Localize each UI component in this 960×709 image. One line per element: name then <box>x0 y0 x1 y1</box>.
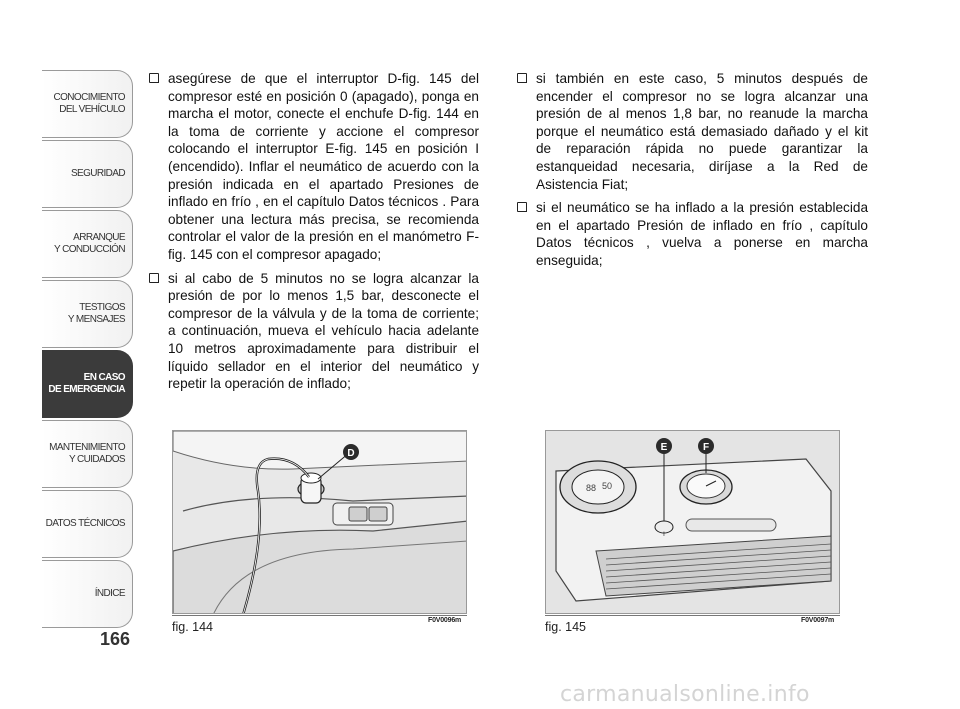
figure-145-compressor <box>545 430 840 614</box>
page-number: 166 <box>100 629 131 649</box>
checkbox-bullet-icon <box>517 202 527 212</box>
right-text-column <box>513 70 868 276</box>
figure-144-rule <box>172 615 467 616</box>
switch-position-label: I <box>663 532 665 538</box>
figure-145-caption: fig. 145 <box>545 620 587 634</box>
tab-testigos-mensajes[interactable]: TESTIGOS Y MENSAJES <box>42 280 133 348</box>
checkbox-bullet-icon <box>517 73 527 83</box>
callout-f: F <box>702 442 710 453</box>
compressor-illustration <box>546 431 840 614</box>
gauge-number-50: 50 <box>602 481 613 491</box>
callout-d: D <box>347 448 355 459</box>
tab-conocimiento-vehiculo[interactable]: CONOCIMIENTO DEL VEHÍCULO <box>42 70 133 138</box>
figure-145-code: F0V0097m <box>801 617 835 624</box>
tab-en-caso-emergencia[interactable]: EN CASO DE EMERGENCIA <box>42 350 133 418</box>
figure-144-caption: fig. 144 <box>172 620 214 634</box>
checkbox-bullet-icon <box>149 273 159 283</box>
figure-145-rule <box>545 615 840 616</box>
figure-144-socket-plug <box>172 430 467 614</box>
callout-e: E <box>660 442 668 453</box>
tab-seguridad[interactable]: SEGURIDAD <box>42 140 133 208</box>
figure-144-code: F0V0096m <box>428 617 462 624</box>
list-item: si también en este caso, 5 minutos después de encender el compresor no se logra alcanzar una presión de al menos 1,8 bar, no reanude la marcha porque el neumático está demasiado dañado y el kit de reparación rápida no puede garantizar la estanqueidad necesaria, diríjase a la Red de Asistencia Fiat; <box>513 70 868 193</box>
left-text-column <box>145 70 479 399</box>
list-item: si el neumático se ha inflado a la presión establecida en el apartado Presión de inflado en frío , capítulo Datos técnicos , vuelva a ponerse en marcha enseguida; <box>513 199 868 269</box>
tab-mantenimiento-cuidados[interactable]: MANTENIMIENTO Y CUIDADOS <box>42 420 133 488</box>
list-item: si al cabo de 5 minutos no se logra alcanzar la presión de por lo menos 1,5 bar, desconecte el compresor de la válvula y de la toma de corriente; a continuación, mueva el vehículo hacia adelante 10 metros aproximadamente para distribuir el líquido sellador en el interior del neumático y repetir la operación de inflado; <box>145 270 479 393</box>
list-item: asegúrese de que el interruptor D-fig. 145 del compresor esté en posición 0 (apagado), ponga en marcha el motor, conecte el enchufe D-fig. 144 en la toma de corriente y accione el compresor colocando el interruptor E-fig. 145 en posición I (encendido). Inflar el neumático de acuerdo con la presión indicada en el apartado Presiones de inflado en frío , en el capítulo Datos técnicos . Para obtener una lectura más precisa, se recomienda controlar el valor de la presión en el manómetro F-fig. 145 con el compresor apagado; <box>145 70 479 264</box>
tab-datos-tecnicos[interactable]: DATOS TÉCNICOS <box>42 490 133 558</box>
socket-plug-illustration <box>173 431 467 614</box>
tab-arranque-conduccion[interactable]: ARRANQUE Y CONDUCCIÓN <box>42 210 133 278</box>
tab-indice[interactable]: ÍNDICE <box>42 560 133 628</box>
gauge-number-88: 88 <box>586 483 597 493</box>
watermark: carmanualsonline.info <box>560 682 810 707</box>
checkbox-bullet-icon <box>149 73 159 83</box>
chapter-index-tabs <box>42 70 133 630</box>
